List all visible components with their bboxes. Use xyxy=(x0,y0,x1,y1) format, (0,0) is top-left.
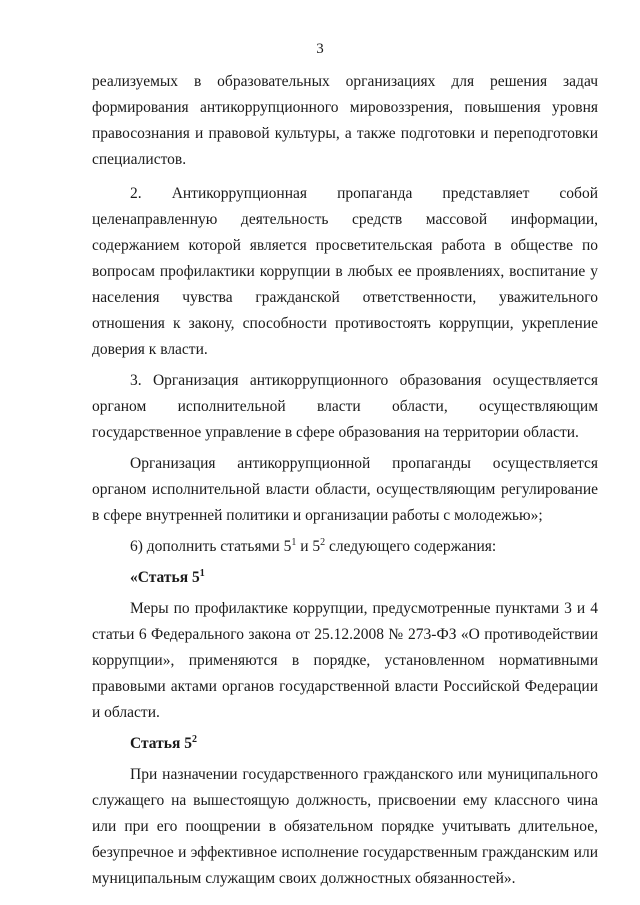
document-body xyxy=(92,69,598,892)
article-heading-5-2-superscript: 2 xyxy=(191,734,197,745)
paragraph-item-2: 2. Антикоррупционная пропаганда представляет собой целенаправленную деятельность средств массовой информации, содержанием которой является просветительская работа в обществе по вопросам профилактики коррупции в любых ее проявлениях, воспитание у населения чувства гражданской ответственности, уважительного отношения к закону, способности противостоять коррупции, укрепление доверия к власти. xyxy=(92,185,598,358)
amendment-text-part-3: следующего содержания: xyxy=(325,538,497,555)
page-number: 3 xyxy=(316,41,324,57)
amendment-text-part-1: 6) дополнить статьями 5 xyxy=(130,538,292,555)
amendment-text-part-2: и 5 xyxy=(296,538,321,555)
paragraph-amendment-6 xyxy=(92,534,598,560)
article-heading-5-1 xyxy=(92,565,598,591)
article-heading-5-1-superscript: 1 xyxy=(199,568,205,579)
article-heading-5-1-text: «Статья 5 xyxy=(130,569,200,586)
article-heading-5-2 xyxy=(92,731,598,757)
amendment-superscript-2: 2 xyxy=(320,537,326,548)
paragraph-propaganda-organization: Организация антикоррупционной пропаганды осуществляется органом исполнительной власти области, осуществляющим регулирование в сфере внутренней политики и организации работы с молодежью»; xyxy=(92,455,598,524)
paragraph-item-3: 3. Организация антикоррупционного образования осуществляется органом исполнительной власти области, осуществляющим государственное управление в сфере образования на территории области. xyxy=(92,372,598,441)
paragraph-article-5-1-body: Меры по профилактике коррупции, предусмотренные пунктами 3 и 4 статьи 6 Федерального закона от 25.12.2008 № 273-ФЗ «О противодействии коррупции», применяются в порядке, установленном нормативными правовыми актами органов государственной власти Российской Федерации и области. xyxy=(92,600,598,721)
paragraph-continuation: реализуемых в образовательных организациях для решения задач формирования антикоррупционного мировоззрения, повышения уровня правосознания и правовой культуры, а также подготовки и переподготовки специалистов. xyxy=(92,73,598,168)
paragraph-article-5-2-body: При назначении государственного гражданского или муниципального служащего на вышестоящую должность, присвоении ему классного чина или при его поощрении в обязательном порядке учитывать длительное, безупречное и эффективное исполнение государственным гражданским или муниципальным служащим своих должностных обязанностей». xyxy=(92,766,598,887)
article-heading-5-2-text: Статья 5 xyxy=(130,735,192,752)
amendment-superscript-1: 1 xyxy=(291,537,297,548)
